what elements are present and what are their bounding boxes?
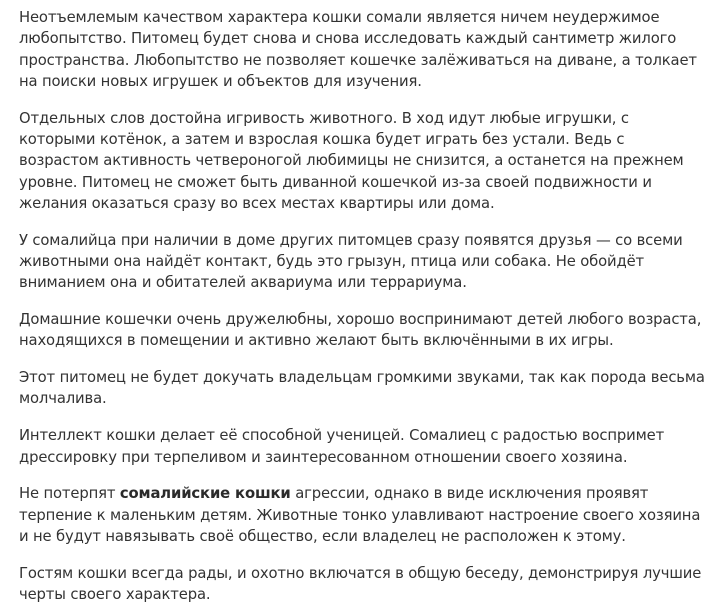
paragraph-curiosity: Неотъемлемым качеством характера кошки сомали является ничем неудержимое любопытство. Питомец будет снова и снова исследовать каждый сантиметр жилого пространства. Любопытство не позволяет кошечке залёживаться на диване, а толкает на поиски новых игрушек и объектов для изучения. [19, 9, 697, 90]
paragraph-intellect: Интеллект кошки делает её способной ученицей. Сомалиец с радостью воспримет дрессировку при терпеливом и заинтересованном отношении своего хозяина. [19, 427, 665, 466]
paragraph-aggression [19, 483, 705, 547]
paragraph-guests: Гостям кошки всегда рады, и охотно включатся в общую беседу, демонстрируя лучшие черты своего характера. [19, 564, 702, 604]
paragraph-other-pets: У сомалийца при наличии в доме других питомцев сразу появятся друзья — со всеми животными она найдёт контакт, будь это грызун, птица или собака. Не обойдёт вниманием она и обитателей аквариума или террариума. [19, 231, 683, 292]
paragraph-aggression-after: агрессии, однако в виде исключения проявят терпение к маленьким детям. Животные тонко улавливают настроение своего хозяина и не будут навязывать своё общество, если владелец не расположен к этому. [19, 485, 701, 545]
somali-cats-bold: сомалийские кошки [119, 485, 291, 503]
paragraph-children: Домашние кошечки очень дружелюбны, хорошо воспринимают детей любого возраста, находящихся в помещении и активно желают быть включёнными в их игры. [19, 311, 702, 350]
paragraph-playfulness: Отдельных слов достойна игривость животного. В ход идут любые игрушки, с которыми котёнок, а затем и взрослая кошка будет играть без устали. Ведь с возрастом активность четвероногой любимицы не снизится, а останется на прежнем уровне. Питомец не сможет быть диванной кошечкой из-за своей подвижности и желания оказаться сразу во всех местах квартиры или дома. [19, 109, 684, 212]
paragraph-aggression-before: Не потерпят [19, 485, 120, 503]
paragraph-quiet: Этот питомец не будет докучать владельцам громкими звуками, так как порода весьма молчалива. [19, 369, 705, 408]
